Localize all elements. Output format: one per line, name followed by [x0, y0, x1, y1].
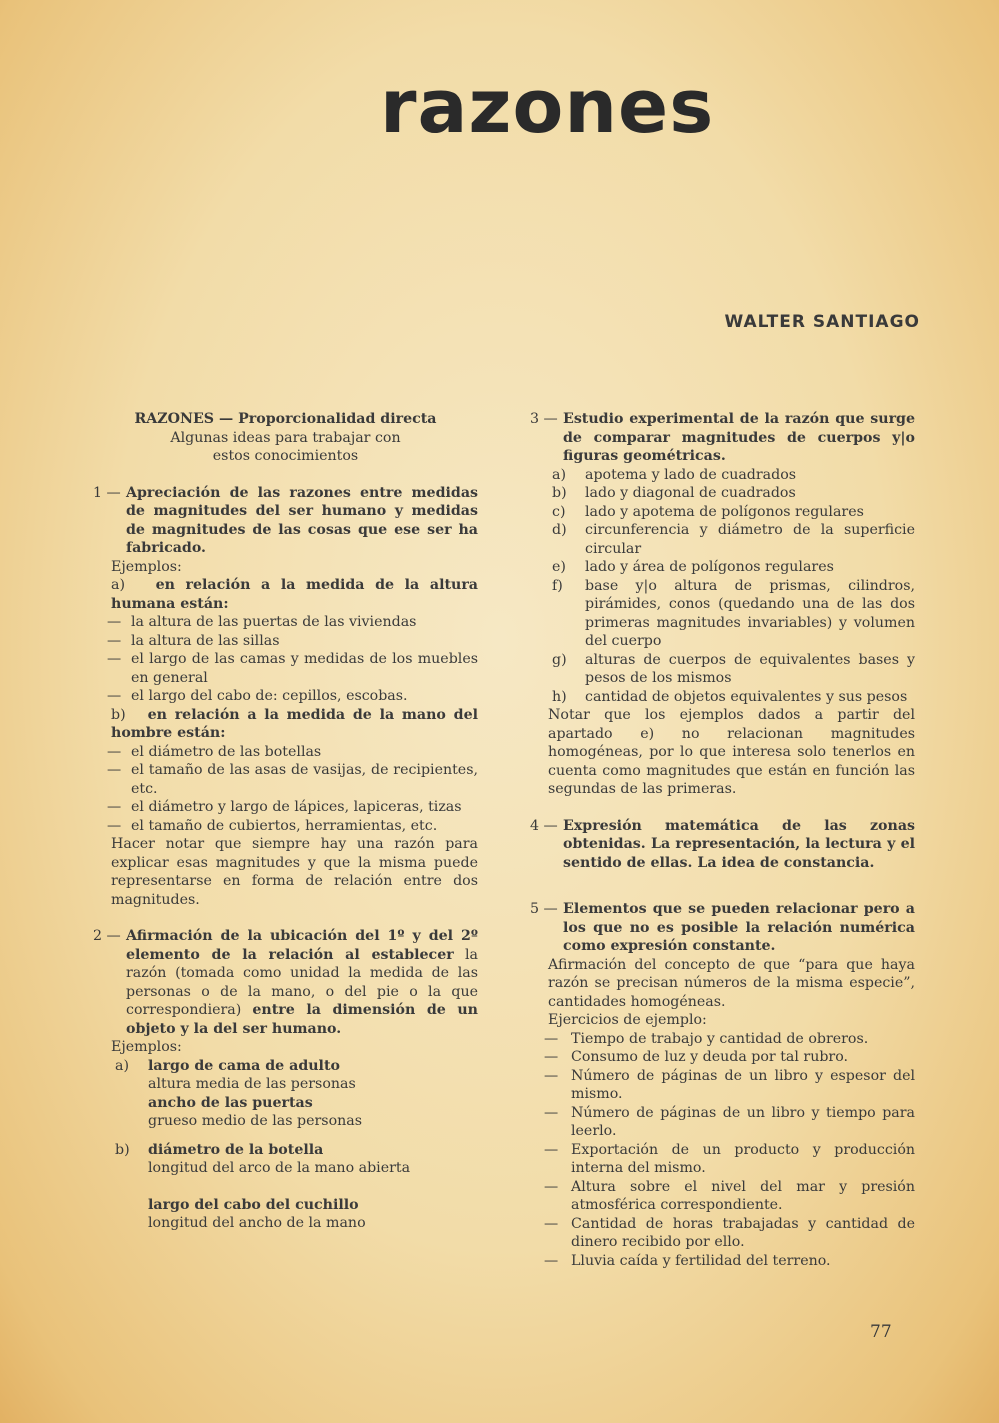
section-1-number: 1 —: [93, 484, 121, 501]
list-item: — la altura de las sillas: [107, 632, 280, 649]
right-column: [530, 410, 915, 1270]
list-item: — Lluvia caída y fertilidad del terreno.: [544, 1252, 831, 1269]
list-item: — Cantidad de horas trabajadas y cantidad de dinero recibido por ello.: [544, 1215, 915, 1250]
section-1-note: Hacer notar que siempre hay una razón para explicar esas magnitudes y que la misma puede representarse en forma de relación entre dos magnitudes.: [111, 836, 478, 908]
list-item: f) base y|o altura de prismas, cilindros, pirámides, conos (quedando una de las dos primeras magnitudes invariables) y volumen del cuerpo: [552, 577, 915, 649]
section-3-note: Notar que los ejemplos dados a partir del apartado e) no relacionan magnitudes homogéneas, por lo que interesa solo tenerlos en cuenta como magnitudes que están en función las segundas de las primeras.: [548, 707, 915, 797]
list-item: — Tiempo de trabajo y cantidad de obreros.: [544, 1030, 869, 1047]
section-subheading: Algunas ideas para trabajar con: [170, 429, 401, 446]
section-1-text: Apreciación de las razones entre medidas de magnitudes del ser humano y medidas de magnitudes de las cosas que ese ser ha fabricado.: [126, 484, 478, 556]
page-title: razones: [380, 64, 715, 150]
section-4-text: Expresión matemática de las zonas obtenidas. La representación, la lectura y el sentido de ellas. La idea de constancia.: [563, 817, 915, 871]
list-item: g) alturas de cuerpos de equivalentes bases y pesos de los mismos: [552, 651, 915, 686]
example-b: b) en relación a la medida de la mano del hombre están:: [111, 706, 478, 741]
list-item: — Número de páginas de un libro y espesor del mismo.: [544, 1067, 915, 1102]
author-name: WALTER SANTIAGO: [724, 312, 920, 332]
section-3-text: Estudio experimental de la razón que surge de comparar magnitudes de cuerpos y|o figuras geométricas.: [563, 411, 915, 464]
list-item: — el tamaño de las asas de vasijas, de recipientes, etc.: [107, 762, 478, 797]
list-item: — el diámetro de las botellas: [107, 743, 322, 760]
section-5: [530, 900, 915, 956]
page-number: 77: [870, 1322, 892, 1342]
section-2-number: 2 —: [93, 928, 121, 944]
list-item: e) lado y área de polígonos regulares: [552, 559, 834, 575]
list-item: — Exportación de un producto y producción interna del mismo.: [544, 1141, 915, 1176]
section-4-number: 4 —: [530, 817, 558, 834]
examples-label-2: Ejemplos:: [111, 1039, 182, 1055]
list-item: c) lado y apotema de polígonos regulares: [552, 503, 864, 520]
list-item: — la altura de las puertas de las viviendas: [107, 614, 417, 630]
pair-example-a: a) largo de cama de adulto altura media de las personas ancho de las puertas grueso medio de las personas: [115, 1057, 362, 1129]
exercises-label: Ejercicios de ejemplo:: [548, 1012, 707, 1028]
list-item: — el largo de las camas y medidas de los muebles en general: [107, 651, 478, 686]
section-5-number: 5 —: [530, 901, 558, 917]
list-item: — el largo del cabo de: cepillos, escobas.: [107, 688, 408, 704]
section-5-text: Elementos que se pueden relacionar pero a los que no es posible la relación numérica como expresión constante.: [563, 901, 915, 954]
section-subheading-2: estos conocimientos: [212, 448, 359, 464]
list-item: b) lado y diagonal de cuadrados: [552, 485, 796, 501]
list-item: a) apotema y lado de cuadrados: [552, 466, 797, 483]
section-heading: RAZONES — Proporcionalidad directa: [134, 411, 437, 427]
section-1: [93, 484, 478, 558]
list-item: — el tamaño de cubiertos, herramientas, etc.: [107, 817, 438, 834]
example-a: a) en relación a la medida de la altura humana están:: [111, 577, 478, 612]
list-item: d) circunferencia y diámetro de la superficie circular: [552, 522, 915, 557]
list-item: h) cantidad de objetos equivalentes y sus pesos: [552, 688, 908, 705]
list-item: — Altura sobre el nivel del mar y presión atmosférica correspondiente.: [544, 1178, 915, 1213]
list-item: — el diámetro y largo de lápices, lapiceras, tizas: [107, 799, 462, 815]
left-column: [93, 410, 478, 1233]
section-5-note: Afirmación del concepto de que “para que haya razón se precisan números de la misma especie”, cantidades homogéneas.: [548, 956, 915, 1010]
section-3-number: 3 —: [530, 411, 558, 427]
examples-label: Ejemplos:: [111, 558, 182, 575]
section-2: [93, 927, 478, 1038]
section-3: [530, 410, 915, 466]
list-item: — Número de páginas de un libro y tiempo para leerlo.: [544, 1104, 915, 1139]
pair-example-b: b) diámetro de la botella longitud del arco de la mano abierta largo del cabo del cuchillo longitud del ancho de la mano: [115, 1141, 411, 1231]
section-4: [530, 817, 915, 873]
list-item: — Consumo de luz y deuda por tal rubro.: [544, 1049, 849, 1065]
section-2-text: Afirmación de la ubicación del 1º y del 2º elemento de la relación al establecer la razón (tomada como unidad la medida de las personas o de la mano, o del pie o la que correspondiera) entre la dimensión de un objeto y la del ser humano.: [126, 928, 478, 1037]
